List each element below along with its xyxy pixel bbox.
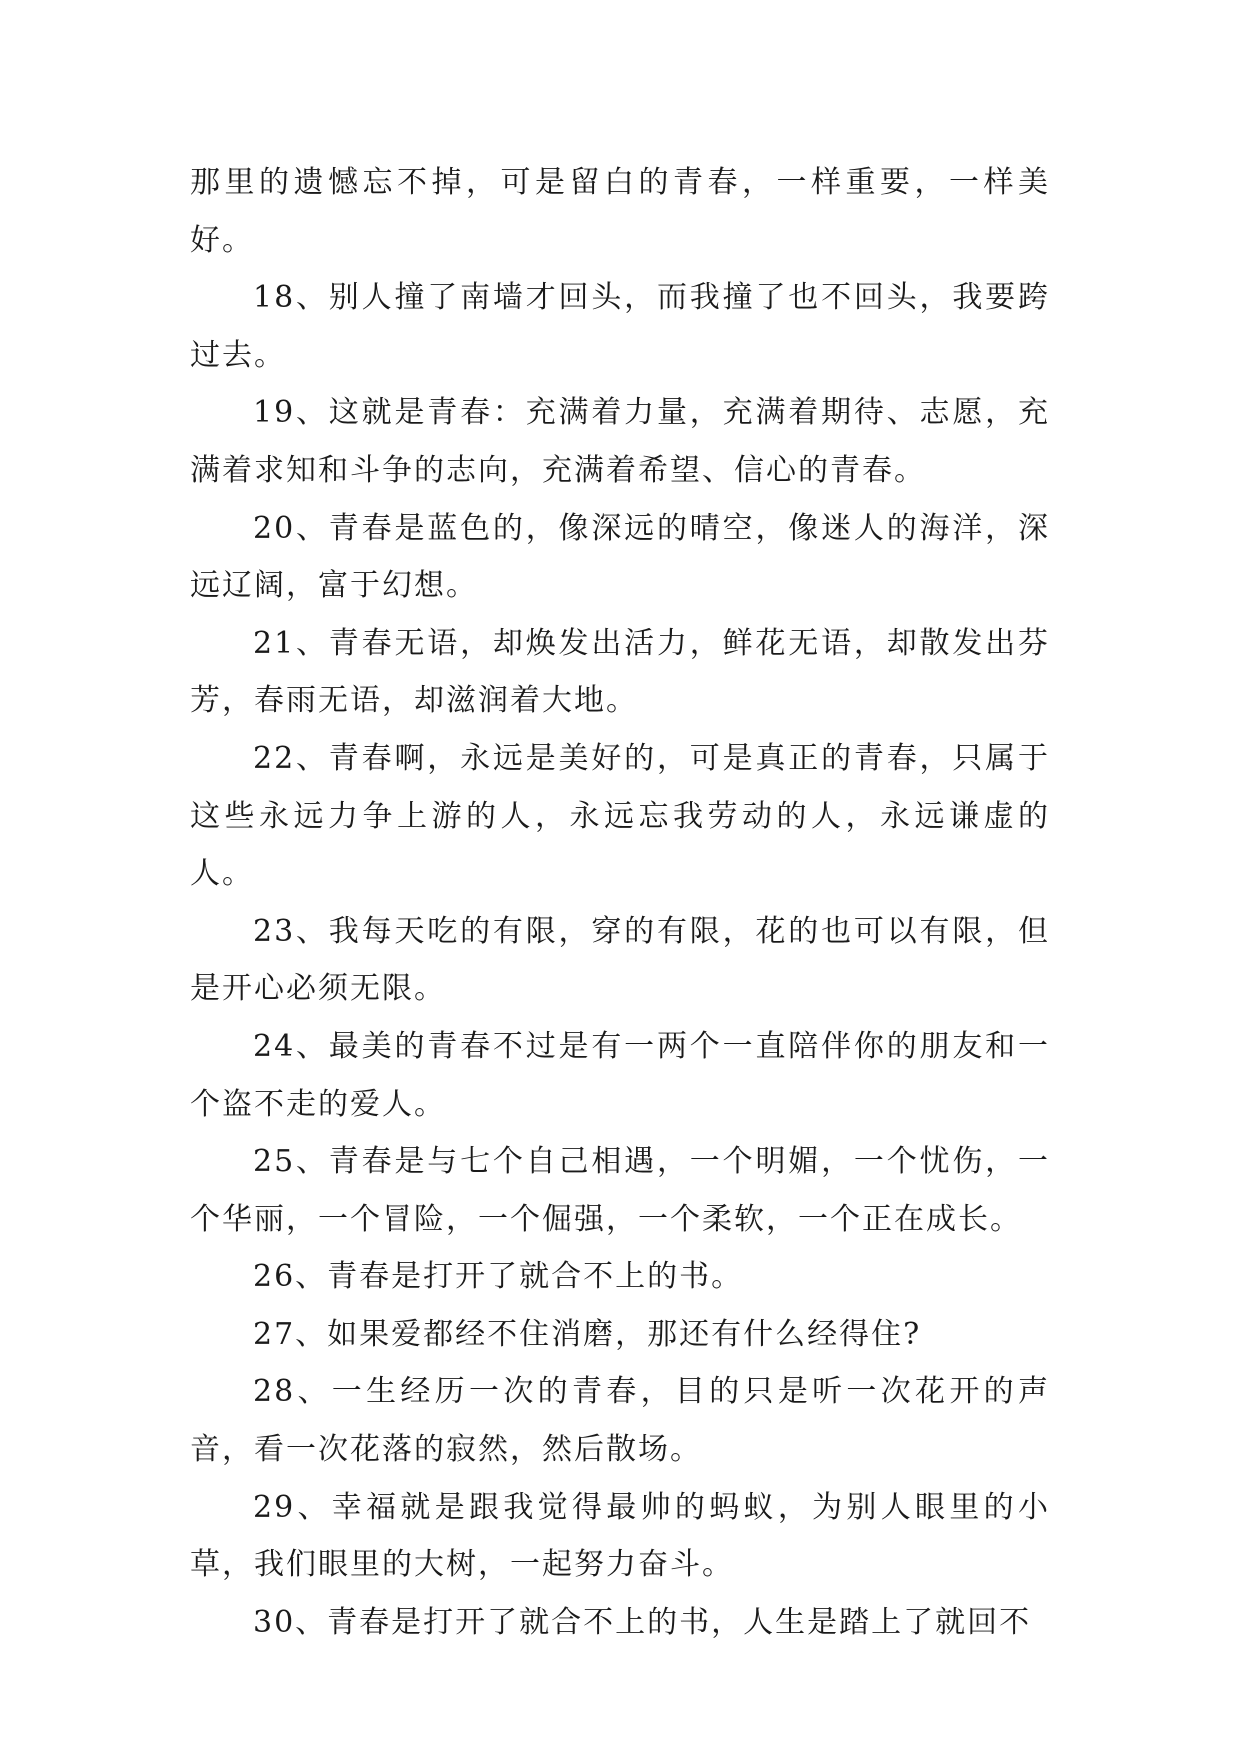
paragraph-item-28: 28、一生经历一次的青春，目的只是听一次花开的声音，看一次花落的寂然，然后散场。: [190, 1374, 1050, 1468]
paragraph-item-24: 24、最美的青春不过是有一两个一直陪伴你的朋友和一个盗不走的爱人。: [190, 1028, 1050, 1122]
paragraph-item-26: 26、青春是打开了就合不上的书。: [253, 1259, 744, 1295]
paragraph-item-25: 25、青春是与七个自己相遇，一个明媚，一个忧伤，一个华丽，一个冒险，一个倔强，一个柔软，一个正在成长。: [190, 1144, 1050, 1237]
paragraph-item-29: 29、幸福就是跟我觉得最帅的蚂蚁，为别人眼里的小草，我们眼里的大树，一起努力奋斗。: [190, 1489, 1050, 1583]
paragraph-item-22: 22、青春啊，永远是美好的，可是真正的青春，只属于这些永远力争上游的人，永远忘我劳动的人，永远谦虚的人。: [190, 740, 1050, 892]
paragraph-continuation: 那里的遗憾忘不掉，可是留白的青春，一样重要，一样美好。: [190, 165, 1050, 258]
paragraph-item-23: 23、我每天吃的有限，穿的有限，花的也可以有限，但是开心必须无限。: [190, 913, 1050, 1007]
document-page: [190, 154, 1050, 1651]
paragraph-item-27: 27、如果爱都经不住消磨，那还有什么经得住?: [253, 1316, 922, 1352]
paragraph-item-18: 18、别人撞了南墙才回头，而我撞了也不回头，我要跨过去。: [190, 280, 1050, 373]
paragraph-item-21: 21、青春无语，却焕发出活力，鲜花无语，却散发出芬芳，春雨无语，却滋润着大地。: [190, 625, 1050, 719]
paragraph-item-30: 30、青春是打开了就合不上的书，人生是踏上了就回不: [253, 1604, 1032, 1640]
paragraph-item-19: 19、这就是青春：充满着力量，充满着期待、志愿，充满着求知和斗争的志向，充满着希望、信心的青春。: [190, 395, 1050, 488]
paragraph-item-20: 20、青春是蓝色的，像深远的晴空，像迷人的海洋，深远辽阔，富于幻想。: [190, 510, 1050, 604]
